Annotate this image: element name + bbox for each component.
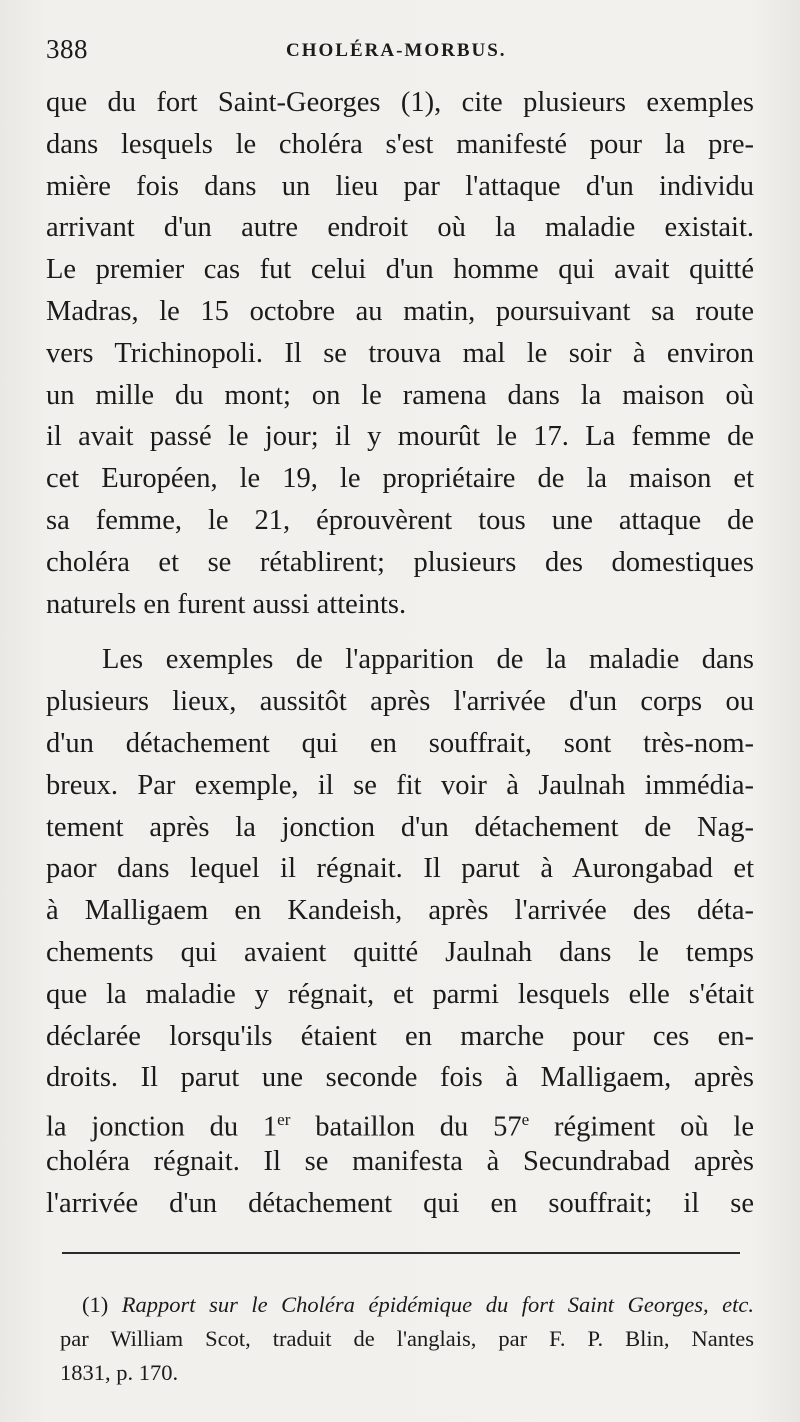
text-line: naturels en furent aussi atteints.: [46, 588, 407, 620]
text-line: cet Européen, le 19, le propriétaire de la maison et: [46, 463, 754, 495]
text-line: sa femme, le 21, éprouvèrent tous une attaque de: [46, 504, 754, 536]
text-line: Le premier cas fut celui d'un homme qui avait quitté: [46, 254, 754, 286]
footnote-line: 1831, p. 170.: [60, 1360, 179, 1385]
paragraph-gap: [46, 625, 754, 639]
text-line: breux. Par exemple, il se fit voir à Jaulnah immédia-: [46, 769, 754, 801]
text-line: à Malligaem en Kandeish, après l'arrivée des déta-: [46, 895, 754, 927]
text-line: d'un détachement qui en souffrait, sont très-nom-: [46, 727, 754, 759]
text-line: arrivant d'un autre endroit où la maladie existait.: [46, 212, 754, 244]
text-line: que la maladie y régnait, et parmi lesquels elle s'était: [46, 978, 754, 1010]
text-line: droits. Il parut une seconde fois à Malligaem, après: [46, 1062, 754, 1094]
text-line: dans lesquels le choléra s'est manifesté pour la pre-: [46, 128, 754, 160]
footnote-rule: [62, 1252, 740, 1254]
text-line: vers Trichinopoli. Il se trouva mal le soir à environ: [46, 337, 754, 369]
page-header: [46, 34, 754, 70]
text-line: Les exemples de l'apparition de la maladie dans: [102, 644, 754, 676]
text-line: choléra régnait. Il se manifesta à Secundrabad après: [46, 1145, 754, 1177]
text-line: choléra et se rétablirent; plusieurs des domestiques: [46, 546, 754, 578]
paragraph: [46, 82, 754, 625]
footnote: [60, 1288, 754, 1390]
text-line: chements qui avaient quitté Jaulnah dans le temps: [46, 936, 754, 968]
text-line: déclarée lorsqu'ils étaient en marche pour ces en-: [46, 1020, 754, 1052]
text-line: plusieurs lieux, aussitôt après l'arrivée d'un corps ou: [46, 686, 754, 718]
text-line: mière fois dans un lieu par l'attaque d'un individu: [46, 170, 754, 202]
paragraph: [46, 639, 754, 1224]
text-line: il avait passé le jour; il y mourût le 17. La femme de: [46, 421, 754, 453]
footnote-line: [60, 1288, 754, 1322]
text-line: l'arrivée d'un détachement qui en souffrait; il se: [46, 1187, 754, 1219]
text-line: tement après la jonction d'un détachement de Nag-: [46, 811, 754, 843]
page-number: 388: [46, 34, 88, 64]
footnote-title: Rapport sur le Choléra épidémique du fort Saint Georges, etc.: [121, 1292, 754, 1317]
text-line: que du fort Saint-Georges (1), cite plusieurs exemples: [46, 87, 754, 118]
footnote-marker: (1): [82, 1292, 109, 1317]
body-text: [46, 82, 754, 1225]
text-line: paor dans lequel il régnait. Il parut à Aurongabad et: [46, 853, 754, 885]
text-line: Madras, le 15 octobre au matin, poursuivant sa route: [46, 295, 754, 327]
text-line: la jonction du 1er bataillon du 57e régiment où le: [46, 1110, 754, 1143]
text-line: un mille du mont; on le ramena dans la maison où: [46, 379, 754, 411]
footnote-line: par William Scot, traduit de l'anglais, par F. P. Blin, Nantes: [60, 1326, 754, 1351]
running-title: CHOLÉRA-MORBUS.: [286, 40, 507, 61]
